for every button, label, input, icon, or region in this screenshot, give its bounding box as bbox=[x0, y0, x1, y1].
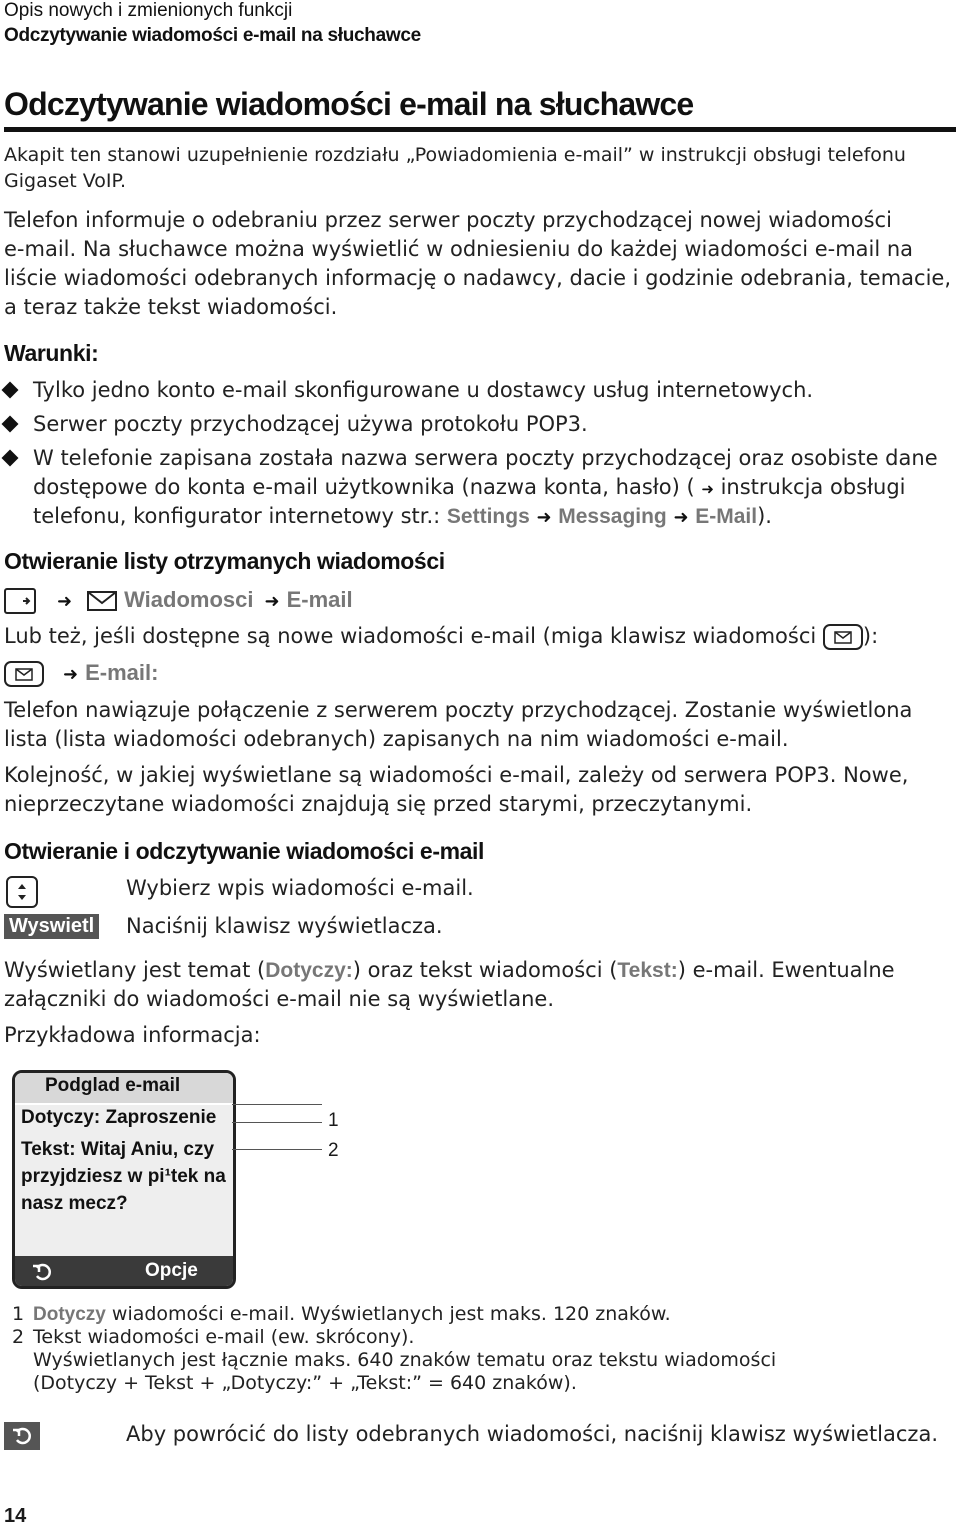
options-softkey: Opcje bbox=[145, 1260, 198, 1281]
intro-p2-line2: e-mail. Na słuchawce można wyświetlić w odniesieniu do każdej wiadomości e-mail na bbox=[4, 237, 914, 261]
open-read-text-c: ) e-mail. Ewentualne bbox=[677, 958, 895, 982]
menu-messaging: Messaging bbox=[558, 505, 667, 528]
nav-path-1 bbox=[4, 587, 353, 615]
title-rule bbox=[4, 127, 956, 132]
running-header-title: Odczytywanie wiadomości e-mail na słuchawce bbox=[4, 25, 421, 46]
note-1-text: wiadomości e-mail. Wyświetlanych jest maks. 120 znaków. bbox=[111, 1303, 671, 1325]
example-label: Przykładowa informacja: bbox=[4, 1023, 261, 1047]
back-icon bbox=[4, 1422, 40, 1450]
message-key-icon bbox=[4, 661, 44, 687]
menu-settings: Settings bbox=[446, 505, 530, 528]
callout-line-1b bbox=[232, 1122, 322, 1123]
page-number: 14 bbox=[4, 1505, 27, 1527]
menu-email-colon: E-mail: bbox=[85, 660, 159, 685]
display-title: Podglad e-mail bbox=[45, 1075, 181, 1096]
open-read-p1-line2: załączniki do wiadomości e-mail nie są wyświetlane. bbox=[4, 987, 555, 1011]
note-1-number: 1 bbox=[12, 1303, 25, 1325]
bullet-icon bbox=[2, 450, 19, 467]
arrow-right-icon: ➜ bbox=[57, 591, 73, 612]
callout-line-2 bbox=[232, 1149, 322, 1150]
alt-line bbox=[4, 622, 878, 651]
back-instruction: Aby powrócić do listy odebranych wiadomości, naciśnij klawisz wyświetlacza. bbox=[126, 1422, 938, 1446]
open-list-p2-line2: nieprzeczytane wiadomości znajdują się przed starymi, przeczytanymi. bbox=[4, 792, 753, 816]
back-softkey bbox=[4, 1422, 40, 1450]
condition-3-end: ). bbox=[757, 504, 772, 528]
open-list-heading: Otwieranie listy otrzymanych wiadomości bbox=[4, 548, 445, 574]
arrow-right-icon: ➜ bbox=[536, 507, 552, 528]
running-header-section: Opis nowych i zmienionych funkcji bbox=[4, 0, 293, 21]
display-softkey-bar bbox=[15, 1256, 233, 1286]
menu-email-item: E-mail bbox=[286, 587, 353, 612]
arrow-right-icon: ➜ bbox=[701, 480, 714, 498]
menu-wiadomosci: Wiadomosci bbox=[124, 587, 254, 612]
open-list-p1-line2: lista (lista wiadomości odebranych) zapisanych na nim wiadomości e-mail. bbox=[4, 727, 789, 751]
note-2-line3: (Dotyczy + Tekst + „Dotyczy:” + „Tekst:” = 640 znaków). bbox=[33, 1372, 577, 1394]
conditions-heading: Warunki: bbox=[4, 340, 99, 366]
condition-3-line3-text: telefonu, konfigurator internetowy str.: bbox=[33, 504, 441, 528]
callout-line-1 bbox=[232, 1104, 322, 1105]
menu-key-glyph-icon bbox=[6, 590, 34, 612]
note-2-number: 2 bbox=[12, 1326, 25, 1348]
display-text-line1: Tekst: Witaj Aniu, czy bbox=[21, 1139, 215, 1160]
intro-p2-line3: liście wiadomości odebranych informację o nadawcy, dacie i godzinie odebrania, temacie, bbox=[4, 266, 952, 290]
intro-p2-line1: Telefon informuje o odebraniu przez serwer poczty przychodzącej nowej wiadomości bbox=[4, 208, 892, 232]
wyswietl-softkey: Wyswietl bbox=[4, 914, 99, 939]
navigation-key-icon bbox=[6, 876, 38, 908]
menu-key-icon bbox=[4, 588, 36, 614]
display-subject: Dotyczy: Zaproszenie bbox=[21, 1107, 217, 1128]
label-dotyczy: Dotyczy: bbox=[265, 959, 353, 982]
step-press: Naciśnij klawisz wyświetlacza. bbox=[126, 914, 443, 938]
condition-1: Tylko jedno konto e-mail skonfigurowane u dostawcy usług internetowych. bbox=[33, 378, 814, 402]
message-key-icon bbox=[823, 624, 863, 650]
open-read-text-b: ) oraz tekst wiadomości ( bbox=[352, 958, 618, 982]
note-1-label: Dotyczy bbox=[33, 1304, 106, 1325]
envelope-icon bbox=[87, 591, 117, 611]
menu-email: E-Mail bbox=[695, 505, 758, 528]
condition-2: Serwer poczty przychodzącej używa protokołu POP3. bbox=[33, 412, 588, 436]
condition-3-line3 bbox=[33, 502, 772, 532]
display-text-line3: nasz mecz? bbox=[21, 1193, 128, 1214]
display-divider bbox=[19, 1103, 229, 1105]
callout-1: 1 bbox=[328, 1110, 339, 1131]
nav-path-2 bbox=[4, 660, 158, 687]
intro-p1-line1: Akapit ten stanowi uzupełnienie rozdziału „Powiadomienia e-mail” w instrukcji obsługi telefonu bbox=[4, 144, 906, 166]
phone-display bbox=[12, 1070, 236, 1289]
open-list-p2-line1: Kolejność, w jakiej wyświetlane są wiadomości e-mail, zależy od serwera POP3. Nowe, bbox=[4, 763, 909, 787]
note-1 bbox=[33, 1302, 671, 1327]
open-read-heading: Otwieranie i odczytywanie wiadomości e-mail bbox=[4, 838, 485, 864]
open-read-p1-line1 bbox=[4, 956, 895, 985]
open-read-text-a: Wyświetlany jest temat ( bbox=[4, 958, 266, 982]
intro-p1-line2: Gigaset VoIP. bbox=[4, 170, 127, 192]
page-title: Odczytywanie wiadomości e-mail na słuchawce bbox=[4, 86, 694, 122]
condition-3-line1: W telefonie zapisana została nazwa serwera poczty przychodzącej oraz osobiste dane bbox=[33, 446, 938, 470]
arrow-right-icon: ➜ bbox=[63, 664, 79, 685]
alt-line-end: ): bbox=[862, 624, 879, 648]
display-text-line2: przyjdziesz w pi¹tek na bbox=[21, 1166, 226, 1187]
note-2-line1: Tekst wiadomości e-mail (ew. skrócony). bbox=[33, 1326, 415, 1348]
condition-3-line2-text: dostępowe do konta e-mail użytkownika (nazwa konta, hasło) ( bbox=[33, 475, 695, 499]
label-tekst: Tekst: bbox=[617, 959, 678, 982]
condition-3-line2 bbox=[33, 473, 906, 504]
arrow-right-icon: ➜ bbox=[673, 507, 689, 528]
step-select: Wybierz wpis wiadomości e-mail. bbox=[126, 876, 474, 900]
intro-p2-line4: a teraz także tekst wiadomości. bbox=[4, 295, 338, 319]
condition-3-line2-ref: instrukcja obsługi bbox=[720, 475, 906, 499]
callout-2: 2 bbox=[328, 1140, 339, 1161]
arrow-right-icon: ➜ bbox=[264, 591, 280, 612]
back-icon bbox=[31, 1260, 53, 1282]
alt-line-text: Lub też, jeśli dostępne są nowe wiadomości e-mail (miga klawisz wiadomości bbox=[4, 624, 817, 648]
note-2-line2: Wyświetlanych jest łącznie maks. 640 znaków tematu oraz tekstu wiadomości bbox=[33, 1349, 777, 1371]
bullet-icon bbox=[2, 416, 19, 433]
open-list-p1-line1: Telefon nawiązuje połączenie z serwerem poczty przychodzącej. Zostanie wyświetlona bbox=[4, 698, 913, 722]
bullet-icon bbox=[2, 382, 19, 399]
